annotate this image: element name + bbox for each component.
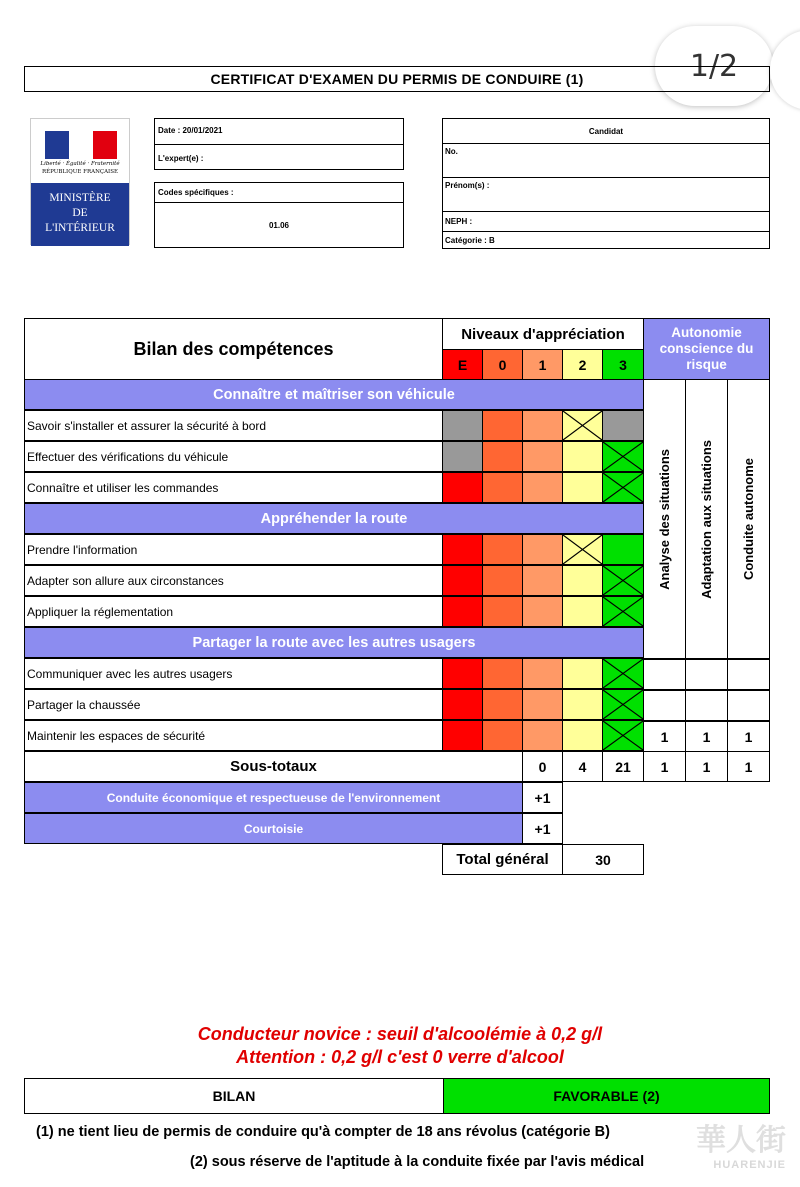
logo-ministry-1: MINISTÈRE bbox=[49, 192, 111, 204]
level-cell bbox=[522, 689, 563, 720]
level-cell bbox=[442, 658, 483, 689]
codes-box bbox=[154, 182, 404, 248]
level-cell bbox=[482, 534, 523, 565]
level-cell bbox=[562, 472, 603, 503]
competence-label: Partager la chaussée bbox=[24, 689, 443, 720]
level-cell bbox=[602, 534, 644, 565]
autonomie-cell-empty bbox=[727, 659, 770, 690]
level-cell-checked bbox=[602, 596, 644, 627]
bilan-label: BILAN bbox=[24, 1078, 444, 1114]
section-header-3: Partager la route avec les autres usagers bbox=[24, 627, 644, 658]
expert-label: L'expert(e) : bbox=[158, 154, 204, 163]
sous-total-value: 0 bbox=[522, 751, 563, 782]
competence-label: Appliquer la réglementation bbox=[24, 596, 443, 627]
candidate-categorie: Catégorie : B bbox=[445, 236, 495, 245]
level-cell-checked bbox=[602, 441, 644, 472]
section-header-1: Connaître et maîtriser son véhicule bbox=[24, 379, 644, 410]
sous-total-autonomie: 1 bbox=[643, 751, 686, 782]
level-cell bbox=[522, 410, 563, 441]
level-0-header: 0 bbox=[482, 349, 523, 380]
exam-info-box bbox=[154, 118, 404, 170]
autonomie-col-1 bbox=[643, 379, 686, 659]
footnote-2: (2) sous réserve de l'aptitude à la conduite fixée par l'avis médical bbox=[190, 1154, 645, 1170]
level-cell bbox=[522, 565, 563, 596]
bonus-value: +1 bbox=[522, 782, 563, 813]
codes-label: Codes spécifiques : bbox=[158, 188, 234, 197]
level-cell bbox=[602, 410, 644, 441]
sous-total-autonomie: 1 bbox=[727, 751, 770, 782]
level-cell bbox=[562, 720, 603, 751]
level-cell bbox=[442, 565, 483, 596]
level-cell bbox=[562, 689, 603, 720]
competence-label: Connaître et utiliser les commandes bbox=[24, 472, 443, 503]
footnote-1: (1) ne tient lieu de permis de conduire qu'à compter de 18 ans révolus (catégorie B) bbox=[36, 1124, 610, 1140]
ministry-logo bbox=[30, 118, 130, 245]
grid-title: Bilan des compétences bbox=[24, 318, 443, 380]
level-cell-checked bbox=[602, 689, 644, 720]
autonomie-cell-empty bbox=[643, 659, 686, 690]
logo-ministry-3: L'INTÉRIEUR bbox=[45, 222, 115, 234]
sous-total-value: 21 bbox=[602, 751, 644, 782]
level-cell bbox=[522, 472, 563, 503]
side-button[interactable] bbox=[770, 30, 800, 110]
level-cell bbox=[522, 720, 563, 751]
bonus-label: Courtoisie bbox=[24, 813, 523, 844]
candidate-prenom: Prénom(s) : bbox=[445, 181, 490, 190]
level-cell bbox=[562, 441, 603, 472]
logo-republic: RÉPUBLIQUE FRANÇAISE bbox=[41, 169, 119, 175]
level-cell bbox=[442, 720, 483, 751]
competence-label: Adapter son allure aux circonstances bbox=[24, 565, 443, 596]
level-2-header: 2 bbox=[562, 349, 603, 380]
level-cell bbox=[482, 689, 523, 720]
candidate-header: Candidat bbox=[588, 127, 624, 136]
candidate-neph: NEPH : bbox=[445, 217, 473, 226]
autonomie-col-1-label: Analyse des situations bbox=[657, 448, 672, 590]
watermark bbox=[696, 1115, 786, 1181]
autonomie-value: 1 bbox=[643, 721, 686, 752]
autonomie-cell-empty bbox=[685, 659, 728, 690]
level-cell bbox=[482, 441, 523, 472]
autonomie-col-2-label: Adaptation aux situations bbox=[699, 439, 714, 599]
level-cell bbox=[522, 596, 563, 627]
level-3-header: 3 bbox=[602, 349, 644, 380]
section-header-2: Appréhender la route bbox=[24, 503, 644, 534]
sous-totaux-label: Sous-totaux bbox=[24, 751, 523, 782]
level-cell bbox=[442, 472, 483, 503]
competence-label: Effectuer des vérifications du véhicule bbox=[24, 441, 443, 472]
level-cell-checked bbox=[562, 410, 603, 441]
warning-line-1: Conducteur novice : seuil d'alcoolémie à 0,2 g/l bbox=[197, 1024, 603, 1044]
competence-label: Prendre l'information bbox=[24, 534, 443, 565]
watermark-text: HUARENJIE bbox=[713, 1159, 786, 1171]
level-cell bbox=[482, 720, 523, 751]
level-cell-checked bbox=[602, 658, 644, 689]
level-cell bbox=[482, 565, 523, 596]
sous-total-value: 4 bbox=[562, 751, 603, 782]
autonomie-cell-empty bbox=[685, 690, 728, 721]
competence-label: Communiquer avec les autres usagers bbox=[24, 658, 443, 689]
level-cell-checked bbox=[602, 472, 644, 503]
level-cell bbox=[522, 658, 563, 689]
level-cell bbox=[522, 534, 563, 565]
level-cell-checked bbox=[562, 534, 603, 565]
total-label: Total général bbox=[442, 844, 563, 875]
level-cell-checked bbox=[602, 565, 644, 596]
watermark-glyphs: 華人街 bbox=[696, 1123, 786, 1158]
bonus-label: Conduite économique et respectueuse de l'environnement bbox=[24, 782, 523, 813]
level-cell bbox=[562, 565, 603, 596]
level-cell bbox=[442, 689, 483, 720]
level-cell bbox=[442, 410, 483, 441]
certificate-title: CERTIFICAT D'EXAMEN DU PERMIS DE CONDUIRE (1) bbox=[24, 66, 770, 92]
level-cell bbox=[482, 658, 523, 689]
autonomie-col-2 bbox=[685, 379, 728, 659]
level-cell bbox=[482, 596, 523, 627]
autonomie-cell-empty bbox=[727, 690, 770, 721]
level-e-header: E bbox=[442, 349, 483, 380]
candidate-box bbox=[442, 118, 770, 249]
marianne-flag-icon bbox=[45, 131, 117, 159]
level-cell bbox=[482, 472, 523, 503]
level-cell bbox=[562, 658, 603, 689]
level-cell-checked bbox=[602, 720, 644, 751]
page-indicator[interactable]: 1/2 bbox=[655, 26, 773, 106]
autonomie-col-3-label: Conduite autonome bbox=[741, 457, 756, 581]
logo-ministry-2: DE bbox=[72, 207, 88, 219]
level-1-header: 1 bbox=[522, 349, 563, 380]
level-cell bbox=[442, 534, 483, 565]
level-cell bbox=[442, 441, 483, 472]
logo-motto: Liberté · Égalité · Fraternité bbox=[40, 161, 120, 167]
bonus-value: +1 bbox=[522, 813, 563, 844]
codes-value: 01.06 bbox=[268, 221, 290, 230]
autonomie-header: Autonomie conscience du risque bbox=[643, 318, 770, 380]
level-cell bbox=[522, 441, 563, 472]
autonomie-col-3 bbox=[727, 379, 770, 659]
level-cell bbox=[482, 410, 523, 441]
competence-label: Maintenir les espaces de sécurité bbox=[24, 720, 443, 751]
level-cell bbox=[442, 596, 483, 627]
warning-line-2: Attention : 0,2 g/l c'est 0 verre d'alcool bbox=[236, 1047, 564, 1067]
level-cell bbox=[562, 596, 603, 627]
autonomie-value: 1 bbox=[685, 721, 728, 752]
candidate-no: No. bbox=[445, 147, 458, 156]
autonomie-value: 1 bbox=[727, 721, 770, 752]
sous-total-autonomie: 1 bbox=[685, 751, 728, 782]
competence-label: Savoir s'installer et assurer la sécurité à bord bbox=[24, 410, 443, 441]
exam-date: Date : 20/01/2021 bbox=[158, 126, 223, 135]
bilan-value: FAVORABLE (2) bbox=[443, 1078, 770, 1114]
total-value: 30 bbox=[562, 844, 644, 875]
autonomie-cell-empty bbox=[643, 690, 686, 721]
niveaux-header: Niveaux d'appréciation bbox=[442, 318, 644, 350]
